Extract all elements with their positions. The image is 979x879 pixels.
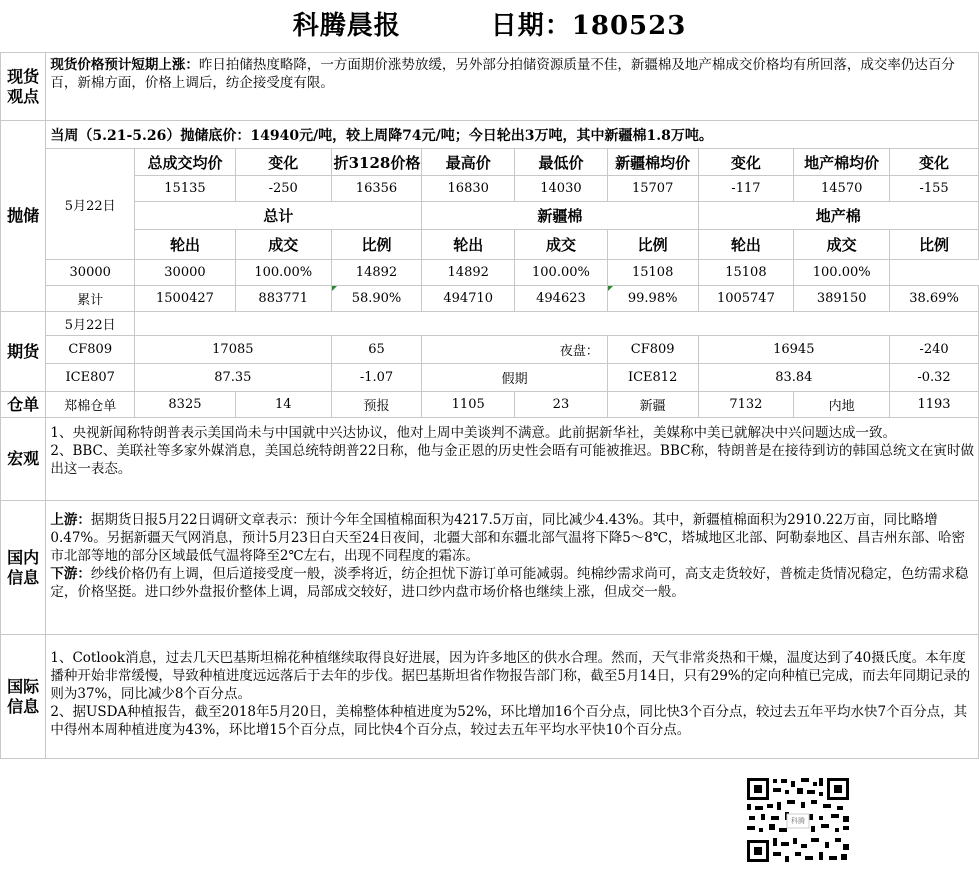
cum-value: 1500427 [135, 286, 236, 312]
group-header-total: 总计 [135, 202, 422, 230]
blank-cell [135, 312, 979, 336]
spot-text [46, 53, 979, 121]
cum-value: 99.98% [607, 286, 698, 312]
report-header [0, 0, 979, 52]
price-header: 变化 [890, 149, 979, 176]
macro-text [46, 418, 979, 501]
downstream-label: 下游： [50, 566, 91, 582]
sub-header: 比例 [890, 230, 979, 260]
cf809-name: CF809 [46, 336, 135, 364]
price-value: -250 [235, 176, 331, 202]
cum-value: 883771 [235, 286, 331, 312]
report-date: 日期：180523 [490, 11, 687, 41]
day-value: 15108 [698, 260, 794, 286]
sub-header: 轮出 [135, 230, 236, 260]
cumulative-row [1, 286, 979, 312]
day-values-row [1, 260, 979, 286]
price-header: 变化 [235, 149, 331, 176]
ice812-name: ICE812 [607, 364, 698, 392]
cf809-change: 65 [331, 336, 422, 364]
cum-value: 494623 [515, 286, 608, 312]
zce-row [1, 336, 979, 364]
sub-header: 成交 [235, 230, 331, 260]
qr-caption: 科腾 [791, 817, 805, 825]
price-value: 16830 [422, 176, 515, 202]
report-table [0, 52, 979, 759]
ice807-name: ICE807 [46, 364, 135, 392]
spot-row [1, 53, 979, 121]
price-header: 最高价 [422, 149, 515, 176]
warrant-row [1, 392, 979, 418]
holiday-label: 假期 [422, 364, 607, 392]
upstream-paragraph [50, 511, 974, 565]
sub-header-row [1, 230, 979, 260]
domestic-text [46, 501, 979, 635]
ice812-change: -0.32 [890, 364, 979, 392]
xinjiang-value: 7132 [698, 392, 794, 418]
sub-header: 比例 [607, 230, 698, 260]
price-value: -117 [698, 176, 794, 202]
price-value: 15135 [135, 176, 236, 202]
price-header: 新疆棉均价 [607, 149, 698, 176]
sub-header: 比例 [331, 230, 422, 260]
auction-label: 抛储 [1, 121, 46, 312]
forecast-value: 1105 [422, 392, 515, 418]
day-value: 30000 [46, 260, 135, 286]
futures-label: 期货 [1, 312, 46, 392]
price-header: 折3128价格 [331, 149, 422, 176]
futures-date-row [1, 312, 979, 336]
cum-value: 389150 [794, 286, 890, 312]
auction-summary: 当周（5.21-5.26）抛储底价：14940元/吨，较上周降74元/吨；今日轮出3万吨，其中新疆棉1.8万吨。 [46, 121, 979, 149]
cum-value: 1005747 [698, 286, 794, 312]
international-item: 2、据USDA种植报告，截至2018年5月20日，美棉整体种植进度为52%，环比增加16个百分点，同比快3个百分点，较过去五年平均水快7个百分点，其中得州本周种植进度为43%，环比增15个百分点，同比快4个百分点，较过去五年平均水平快10个百分点。 [50, 704, 968, 738]
macro-item: 2、BBC、美联社等多家外媒消息，美国总统特朗普22日称，他与金正恩的历史性会晤有可能被推迟。BBC称，特朗普是在接待到访的韩国总统文在寅时做出这一表态。 [50, 443, 974, 477]
auction-date: 5月22日 [46, 149, 135, 260]
sub-header: 成交 [515, 230, 608, 260]
cf809-night-price: 16945 [698, 336, 890, 364]
ice807-change: -1.07 [331, 364, 422, 392]
sub-header: 轮出 [422, 230, 515, 260]
price-header: 地产棉均价 [794, 149, 890, 176]
macro-item: 1、央视新闻称特朗普表示美国尚未与中国就中兴达协议，他对上周中美谈判不满意。此前据新华社，美媒称中美已就解决中兴问题达成一致。 [50, 425, 896, 441]
night-label: 夜盘： [422, 336, 607, 364]
cum-value: 494710 [422, 286, 515, 312]
day-value: 100.00% [235, 260, 331, 286]
international-label: 国际 信息 [1, 635, 46, 759]
auction-summary-row [1, 121, 979, 149]
sub-header: 轮出 [698, 230, 794, 260]
price-header-row [1, 149, 979, 176]
spot-headline: 现货价格预计短期上涨： [50, 57, 199, 73]
ice-row [1, 364, 979, 392]
inland-label: 内地 [794, 392, 890, 418]
price-header: 最低价 [515, 149, 608, 176]
international-row [1, 635, 979, 759]
forecast-change: 23 [515, 392, 608, 418]
cf809-price: 17085 [135, 336, 332, 364]
macro-label: 宏观 [1, 418, 46, 501]
xinjiang-label: 新疆 [607, 392, 698, 418]
forecast-label: 预报 [331, 392, 422, 418]
upstream-label: 上游： [50, 512, 91, 528]
group-header-row [1, 202, 979, 230]
ice812-price: 83.84 [698, 364, 890, 392]
cf809-night-name: CF809 [607, 336, 698, 364]
downstream-paragraph [50, 565, 974, 601]
warrant-total: 8325 [135, 392, 236, 418]
day-value: 14892 [331, 260, 422, 286]
international-text [46, 635, 979, 759]
warrant-change: 14 [235, 392, 331, 418]
report-title: 科腾晨报 [292, 11, 401, 41]
price-header: 总成交均价 [135, 149, 236, 176]
inland-value: 1193 [890, 392, 979, 418]
warrant-name: 郑棉仓单 [46, 392, 135, 418]
futures-date: 5月22日 [46, 312, 135, 336]
cum-value: 38.69% [890, 286, 979, 312]
day-value: 14892 [422, 260, 515, 286]
downstream-text: 纱线价格仍有上调，但后道接受度一般，淡季将近，纺企担忧下游订单可能减弱。纯棉纱需求尚可，高支走货较好，普梳走货情况稳定，色纺需求稳定，价格坚挺。进口纱外盘报价整体上调，局部成交较好，进口纱内盘市场价格也继续上涨，但成交一般。 [50, 566, 969, 600]
ice807-price: 87.35 [135, 364, 332, 392]
cumulative-label: 累计 [46, 286, 135, 312]
cum-value: 58.90% [331, 286, 422, 312]
group-header-local: 地产棉 [698, 202, 978, 230]
day-value: 30000 [135, 260, 236, 286]
day-value: 100.00% [515, 260, 608, 286]
spot-body: 昨日拍储热度略降，一方面期价涨势放缓，另外部分拍储资源质量不佳，新疆棉及地产棉成交价格均有所回落，成交率仍达百分百，新棉方面，价格上调后，纺企接受度有限。 [50, 57, 955, 91]
sub-header: 成交 [794, 230, 890, 260]
price-value-row [1, 176, 979, 202]
domestic-row [1, 501, 979, 635]
macro-row [1, 418, 979, 501]
price-value: -155 [890, 176, 979, 202]
price-value: 14030 [515, 176, 608, 202]
day-value: 100.00% [794, 260, 890, 286]
warrant-label: 仓单 [1, 392, 46, 418]
spot-label: 现货 观点 [1, 53, 46, 121]
domestic-label: 国内 信息 [1, 501, 46, 635]
day-value: 15108 [607, 260, 698, 286]
price-value: 14570 [794, 176, 890, 202]
group-header-xinjiang: 新疆棉 [422, 202, 698, 230]
cf809-night-change: -240 [890, 336, 979, 364]
upstream-text: 据期货日报5月22日调研文章表示：预计今年全国植棉面积为4217.5万亩，同比减少4.43%。其中，新疆植棉面积为2910.22万亩，同比略增0.47%。另据新疆天气网消息，预计5月23日白天至24日夜间，北疆大部和东疆北部气温将下降5～8℃，塔城地区北部、阿勒泰地区、昌吉州东部、哈密市北部等地的部分区域最低气温将降至2℃左右，出现不同程度的霜冻。 [50, 512, 965, 564]
price-value: 15707 [607, 176, 698, 202]
international-item: 1、Cotlook消息，过去几天巴基斯坦棉花种植继续取得良好进展，因为许多地区的供水合理。然而，天气非常炎热和干燥，温度达到了40摄氏度。本年度播种开始非常缓慢，导致种植进度远远落后于去年的步伐。据巴基斯坦省作物报告部门称，截至5月14日，只有29%的定向种植已完成，而去年同期记录的则为37%，同比减少8个百分点。 [50, 650, 971, 702]
price-header: 变化 [698, 149, 794, 176]
qr-code [745, 776, 851, 864]
price-value: 16356 [331, 176, 422, 202]
